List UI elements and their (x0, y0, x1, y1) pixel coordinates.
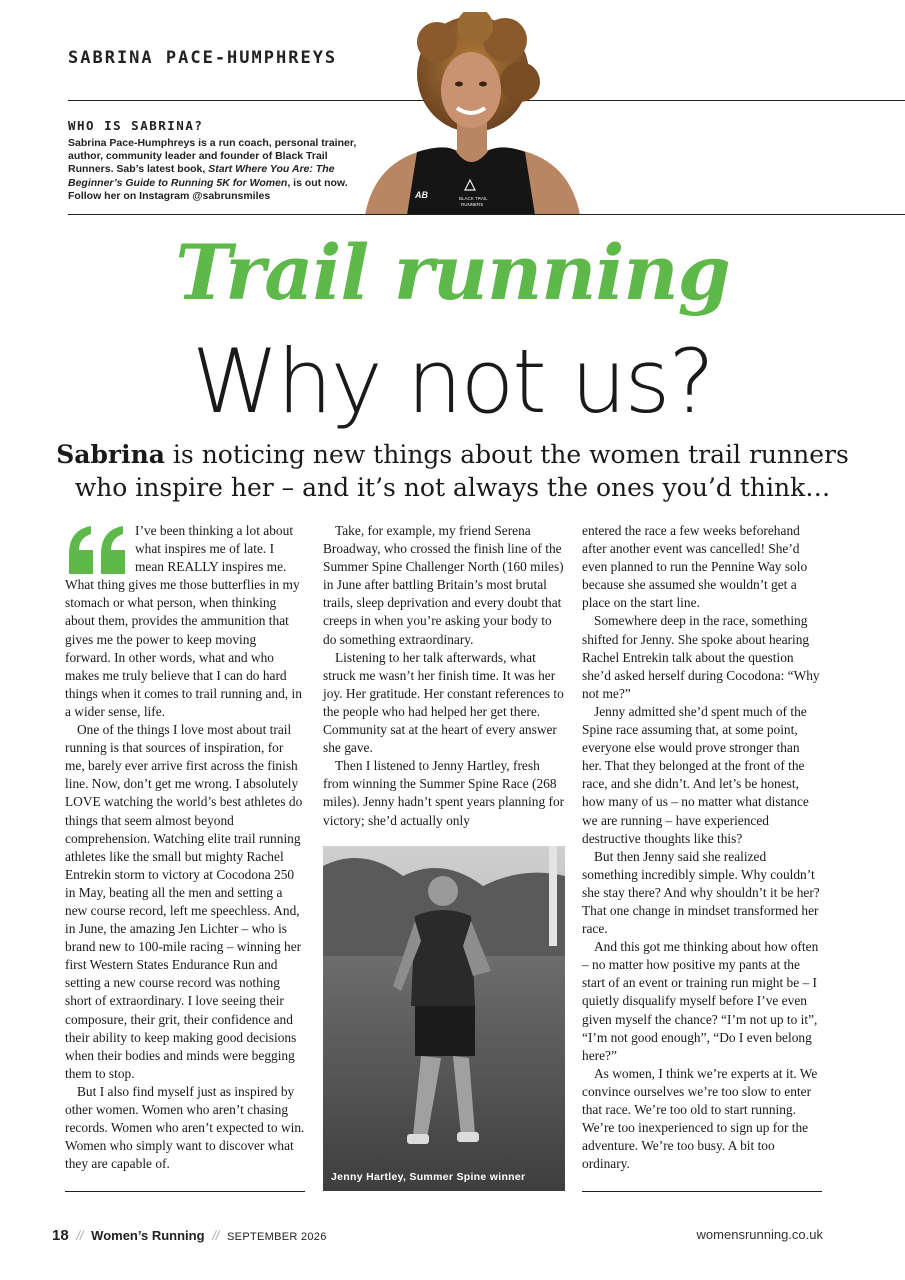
standfirst: Sabrina is noticing new things about the women trail runners who inspire her – and it’s not always the ones you’d think… (56, 440, 849, 502)
paragraph: Jenny admitted she’d spent much of the Spine race assuming that, at some point, everyone else would prove stronger than her. That they belonged at the front of the race, and she didn’t. And let’s be honest, how many of us – no matter what distance we are running – have experienced destructive thoughts like this? (582, 703, 809, 846)
paragraph: Take, for example, my friend Serena Broadway, who crossed the finish line of the Summer Spine Challenger North (160 miles) in June after battling Britain’s most brutal trails, sleep deprivation and every doubt that creeps in when you’re asking your body to do something extraordinary. (323, 523, 564, 647)
bio-rule (68, 214, 905, 215)
paragraph: entered the race a few weeks beforehand after another event was cancelled! She’d even planned to run the Pennine Way solo because she assumed she wouldn’t get a place on the start line. (582, 523, 808, 611)
bio-text: Sabrina Pace-Humphreys is a run coach, personal trainer, author, community leader and founder of Black Trail Runners. Sab’s latest book, Start Where You Are: The Beginner’s Guide to Running 5K for Women, is out now. Follow her on Instagram @sabrunsmiles (68, 137, 357, 202)
body-column-2 (323, 522, 565, 830)
column-end-rule (65, 1191, 305, 1192)
magazine-name: Women’s Running (91, 1228, 205, 1243)
body-column-3 (582, 522, 822, 1173)
body-column-1 (65, 522, 305, 1173)
page-footer (52, 1227, 327, 1244)
paragraph: Somewhere deep in the race, something shifted for Jenny. She spoke about hearing Rachel Entrekin talk about the question she’d asked herself during Cocodona: “Why not me?” (582, 613, 820, 701)
quote-mark-icon (65, 524, 129, 576)
runner-photo (323, 846, 565, 1191)
footer-separator: // (212, 1228, 220, 1243)
paragraph: Then I listened to Jenny Hartley, fresh from winning the Summer Spine Race (268 miles). Jenny hadn’t spent years planning for victory; she’d actually only (323, 758, 565, 828)
paragraph: And this got me thinking about how often – no matter how positive my pants at the start of an event or training run might be – I quietly disqualify myself before I’ve even given myself the chance? “I’m not up to it”, “I’m not good enough”, “Do I even belong here?” (582, 939, 819, 1063)
svg-text:BLACK TRAIL: BLACK TRAIL (459, 196, 488, 201)
paragraph: Listening to her talk afterwards, what struck me wasn’t her finish time. It was her joy. Her gratitude. Her constant references to the people who had helped her get there. Community sat at the heart of every answer she gave. (323, 649, 564, 756)
photo-caption: Jenny Hartley, Summer Spine winner (331, 1171, 526, 1183)
author-bio (68, 118, 368, 203)
paragraph: But then Jenny said she realized something incredibly simple. Why couldn’t she stay there? And why shouldn’t it be her? That one change in mindset transformed her race. (582, 848, 820, 937)
svg-text:AB: AB (415, 190, 428, 200)
paragraph: One of the things I love most about trail running is that sources of inspiration, for me, barely ever arrive first across the finish line. Now, don’t get me wrong. I absolutely LOVE watching the world’s best athletes do things that seem almost beyond comprehension. Watching elite trail running athletes like the small but mighty Rachel Entrekin storm to victory at Cocodona 250 in May, beating all the men and setting a new course record, left me speechless. And, in June, the amazing Jen Lichter – who is brand new to 100-mile racing – winning her first Western States Endurance Run and setting a new course record was nothing short of extraordinary. I love seeing their composure, their grit, their confidence and their ability to keep making good decisions when their bodies and minds were begging them to stop. (65, 722, 303, 1081)
author-portrait (355, 12, 590, 215)
column-end-rule (582, 1191, 822, 1192)
paragraph: I’ve been thinking a lot about what inspires me of late. I mean REALLY inspires me. What thing gives me those butterflies in my stomach or what person, when thinking about them, provides the ammunition that gives me the power to keep moving forward. In other words, what and who makes me truly believe that I can do hard things when it comes to trail running and, in a wider sense, life. (65, 523, 302, 719)
footer-separator: // (76, 1228, 84, 1243)
website-url: womensrunning.co.uk (696, 1227, 823, 1242)
bio-heading: WHO IS SABRINA? (68, 118, 204, 133)
page-number: 18 (52, 1227, 69, 1244)
kicker: Trail running (175, 228, 730, 317)
author-name: SABRINA PACE-HUMPHREYS (68, 48, 338, 68)
headline: Why not us? (191, 330, 714, 433)
book-title: Start Where You Are: The Beginner’s Guide to Running 5K for Women (68, 163, 335, 189)
svg-text:RUNNERS: RUNNERS (461, 202, 484, 207)
paragraph: But I also find myself just as inspired by other women. Women who aren’t chasing records. Women who aren’t expected to win. Women who simply want to discover what they are capable of. (65, 1083, 305, 1172)
paragraph: As women, I think we’re experts at it. We convince ourselves we’re too slow to enter that race. We’re too old to start running. We’re too inexperienced to sign up for the adventure. We’re too busy. A bit too ordinary. (582, 1065, 818, 1172)
issue-date: SEPTEMBER 2026 (227, 1231, 327, 1243)
